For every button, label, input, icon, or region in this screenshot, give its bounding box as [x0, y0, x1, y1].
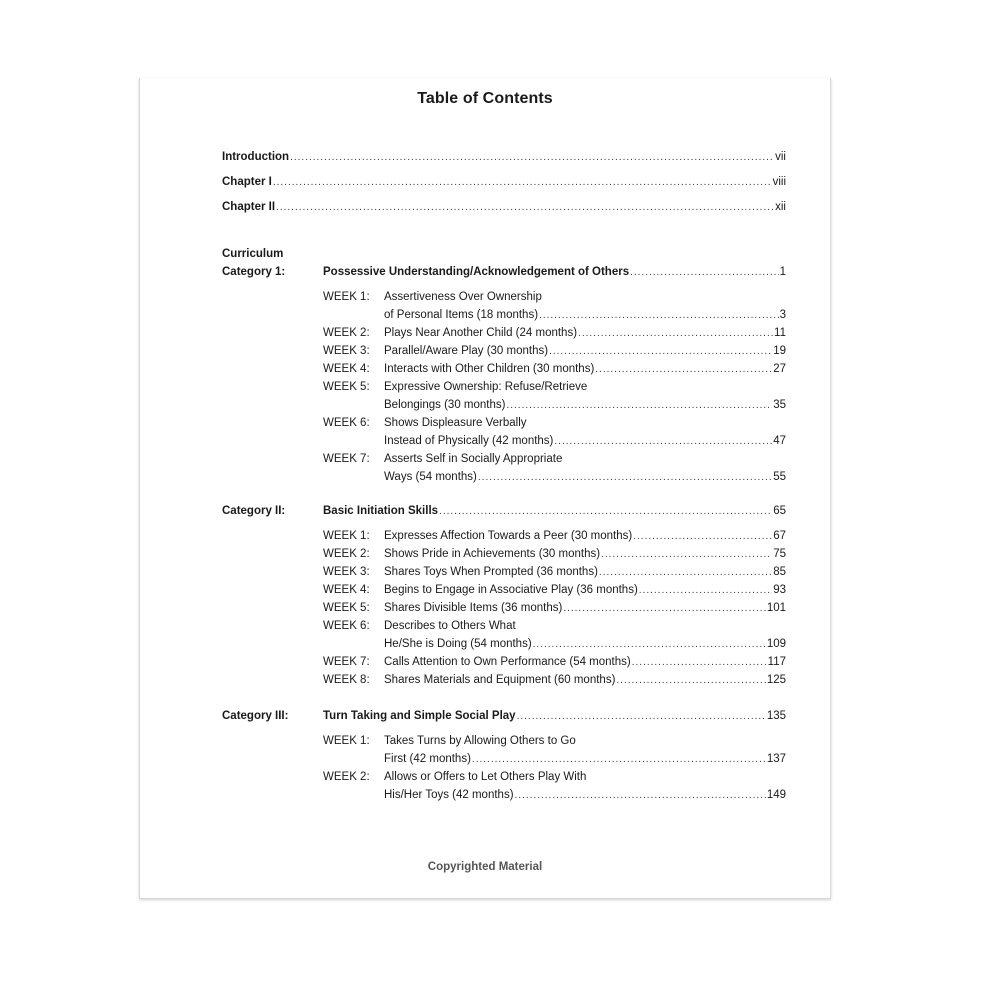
week-label: WEEK 2: [323, 327, 370, 339]
dot-leader [632, 656, 767, 670]
week-label: WEEK 8: [323, 674, 370, 686]
week-entry [384, 362, 786, 377]
week-entry-label: Shows Pride in Achievements (30 months) [384, 548, 601, 560]
category-title-entry [323, 265, 786, 280]
week-label: WEEK 6: [323, 620, 370, 632]
week-title-line: Describes to Others What [384, 620, 516, 632]
week-entry-label: Instead of Physically (42 months) [384, 435, 554, 447]
week-label: WEEK 2: [323, 771, 370, 783]
category-title-entry [323, 709, 786, 724]
week-entry-page-number: 109 [766, 638, 786, 650]
week-entry-page-number: 11 [774, 327, 786, 339]
toc-entry-front-matter-label: Introduction [222, 151, 290, 163]
week-entry [384, 308, 786, 323]
week-entry-label: Shares Divisible Items (36 months) [384, 602, 563, 614]
week-entry-page-number: 117 [767, 656, 786, 668]
category-label: Category II: [222, 505, 286, 517]
week-entry [384, 344, 786, 359]
category-title-entry-page-number: 135 [766, 710, 786, 722]
week-label: WEEK 2: [323, 548, 370, 560]
week-entry-page-number: 137 [766, 753, 786, 765]
week-label: WEEK 7: [323, 453, 370, 465]
week-entry [384, 601, 786, 616]
curriculum-label: Curriculum [222, 248, 284, 260]
week-label: WEEK 4: [323, 584, 370, 596]
dot-leader [549, 345, 772, 359]
dot-leader [506, 399, 772, 413]
week-entry-label: Interacts with Other Children (30 months) [384, 363, 595, 375]
week-entry-page-number: 67 [773, 530, 786, 542]
toc-entry-front-matter-label: Chapter I [222, 176, 272, 188]
dot-leader [554, 435, 772, 449]
week-entry [384, 547, 786, 562]
week-entry-page-number: 149 [766, 789, 786, 801]
dot-leader [472, 753, 766, 767]
week-title-line: Allows or Offers to Let Others Play With [384, 771, 587, 783]
toc-entry-front-matter-label: Chapter II [222, 201, 276, 213]
dot-leader [563, 602, 766, 616]
dot-leader [633, 530, 772, 544]
category-title-entry-page-number: 65 [773, 505, 786, 517]
week-title-line: Asserts Self in Socially Appropriate [384, 453, 563, 465]
toc-entry-front-matter-page-number: viii [772, 176, 786, 188]
dot-leader [616, 674, 765, 688]
week-label: WEEK 4: [323, 363, 370, 375]
category-title-entry-label: Turn Taking and Simple Social Play [323, 710, 516, 722]
dot-leader [599, 566, 772, 580]
week-entry-label: Shares Materials and Equipment (60 months) [384, 674, 616, 686]
week-entry-page-number: 85 [773, 566, 786, 578]
week-entry-label: He/She is Doing (54 months) [384, 638, 532, 650]
category-title-entry-label: Possessive Understanding/Acknowledgement of Others [323, 266, 630, 278]
week-entry-page-number: 19 [773, 345, 786, 357]
week-label: WEEK 1: [323, 735, 370, 747]
copyright-footer: Copyrighted Material [427, 861, 543, 873]
week-entry-label: of Personal Items (18 months) [384, 309, 539, 321]
week-entry [384, 583, 786, 598]
week-entry-page-number: 27 [773, 363, 786, 375]
dot-leader [533, 638, 766, 652]
category-title-entry-page-number: 1 [779, 266, 786, 278]
dot-leader [439, 505, 772, 519]
week-entry [384, 655, 786, 670]
week-entry-page-number: 3 [779, 309, 786, 321]
week-entry [384, 673, 786, 688]
week-entry-label: Begins to Engage in Associative Play (36 months) [384, 584, 638, 596]
toc-entry-front-matter [222, 175, 786, 190]
week-title-line: Takes Turns by Allowing Others to Go [384, 735, 576, 747]
week-entry-label: Ways (54 months) [384, 471, 477, 483]
dot-leader [276, 201, 774, 215]
toc-entry-front-matter [222, 150, 786, 165]
week-entry [384, 788, 786, 803]
week-entry [384, 637, 786, 652]
week-title-line: Shows Displeasure Verbally [384, 417, 527, 429]
week-title-line: Expressive Ownership: Refuse/Retrieve [384, 381, 588, 393]
page-title: Table of Contents [417, 90, 553, 107]
week-entry [384, 434, 786, 449]
week-label: WEEK 3: [323, 345, 370, 357]
week-entry-label: Expresses Affection Towards a Peer (30 months) [384, 530, 633, 542]
week-entry-page-number: 93 [773, 584, 786, 596]
dot-leader [290, 151, 774, 165]
week-entry [384, 326, 786, 341]
dot-leader [578, 327, 773, 341]
week-entry [384, 752, 786, 767]
week-entry-label: His/Her Toys (42 months) [384, 789, 514, 801]
dot-leader [515, 789, 766, 803]
week-label: WEEK 1: [323, 530, 370, 542]
week-label: WEEK 7: [323, 656, 370, 668]
week-label: WEEK 6: [323, 417, 370, 429]
week-entry-label: Belongings (30 months) [384, 399, 506, 411]
dot-leader [630, 266, 778, 280]
category-label: Category 1: [222, 266, 286, 278]
document-page [139, 78, 831, 899]
week-entry-label: First (42 months) [384, 753, 471, 765]
week-entry-page-number: 55 [773, 471, 786, 483]
dot-leader [539, 309, 779, 323]
week-entry [384, 398, 786, 413]
week-entry-label: Calls Attention to Own Performance (54 months) [384, 656, 631, 668]
week-entry-page-number: 75 [773, 548, 786, 560]
toc-entry-front-matter-page-number: vii [775, 151, 786, 163]
dot-leader [478, 471, 772, 485]
week-label: WEEK 5: [323, 381, 370, 393]
category-title-entry [323, 504, 786, 519]
dot-leader [273, 176, 772, 190]
week-entry-page-number: 101 [766, 602, 786, 614]
category-label: Category III: [222, 710, 289, 722]
dot-leader [601, 548, 772, 562]
week-title-line: Assertiveness Over Ownership [384, 291, 542, 303]
week-entry [384, 565, 786, 580]
week-entry [384, 470, 786, 485]
week-entry-page-number: 47 [773, 435, 786, 447]
week-entry [384, 529, 786, 544]
category-title-entry-label: Basic Initiation Skills [323, 505, 439, 517]
week-entry-label: Shares Toys When Prompted (36 months) [384, 566, 598, 578]
dot-leader [639, 584, 772, 598]
week-label: WEEK 5: [323, 602, 370, 614]
week-entry-page-number: 125 [766, 674, 786, 686]
toc-entry-front-matter [222, 200, 786, 215]
dot-leader [595, 363, 772, 377]
week-entry-page-number: 35 [773, 399, 786, 411]
toc-entry-front-matter-page-number: xii [775, 201, 786, 213]
dot-leader [517, 710, 766, 724]
week-entry-label: Plays Near Another Child (24 months) [384, 327, 578, 339]
week-entry-label: Parallel/Aware Play (30 months) [384, 345, 549, 357]
week-label: WEEK 3: [323, 566, 370, 578]
week-label: WEEK 1: [323, 291, 370, 303]
